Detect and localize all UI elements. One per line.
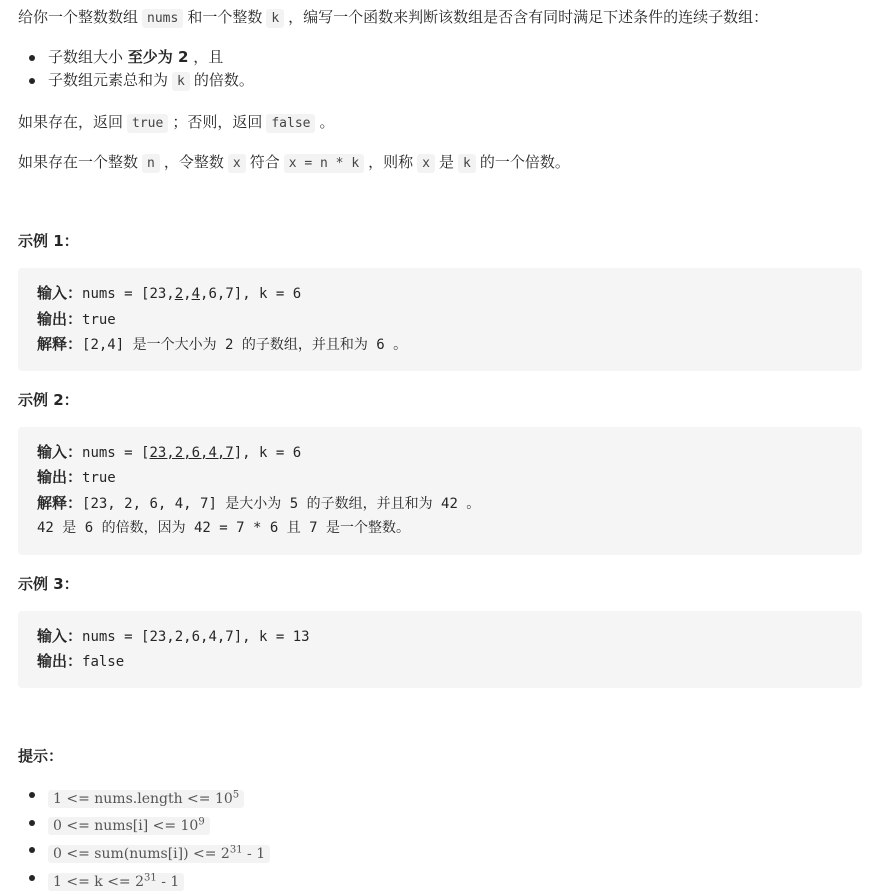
paragraph-text: 。	[319, 113, 335, 131]
return-paragraph	[18, 111, 335, 135]
explanation-label: 解释：	[37, 494, 83, 512]
paragraph-text: 如果存在一个整数	[18, 153, 139, 171]
example-1-heading: 示例 1：	[18, 232, 79, 250]
output-text: true	[82, 312, 116, 328]
paragraph-text: 符合	[249, 153, 280, 171]
paragraph-text: ，则称	[368, 153, 414, 171]
explanation-text: [23, 2, 6, 4, 7] 是大小为 5 的子数组，并且和为 42 。	[82, 496, 481, 512]
explanation-label: 解释：	[37, 335, 83, 353]
example-2-heading: 示例 2：	[18, 391, 79, 409]
list-item-text: 的倍数。	[193, 71, 254, 89]
input-label: 输入：	[37, 627, 83, 645]
constraint-text: 0 <= sum(nums[i]) <= 2	[53, 845, 230, 862]
constraint-exponent: 31	[144, 871, 157, 883]
example-input	[37, 440, 301, 465]
inline-code: n	[142, 154, 160, 173]
example-3-box	[18, 611, 862, 688]
input-text: ,	[183, 286, 192, 302]
paragraph-text: ；否则，返回	[172, 113, 263, 131]
example-input	[37, 281, 301, 306]
list-item-bold: 至少为 2	[127, 48, 189, 66]
inline-code: k	[266, 9, 284, 28]
constraint-code	[48, 790, 244, 808]
list-item	[48, 783, 270, 811]
explanation-text: [2,4] 是一个大小为 2 的子数组，并且和为 6 。	[82, 337, 408, 353]
input-text: nums = [23,	[82, 286, 175, 302]
constraint-text: - 1	[242, 845, 266, 862]
example-input	[37, 624, 310, 649]
paragraph-text: 如果存在，返回	[18, 113, 124, 131]
hints-heading: 提示：	[18, 747, 64, 765]
list-item-text: ，且	[188, 48, 224, 66]
inline-code: x	[228, 154, 246, 173]
example-explanation	[37, 332, 407, 357]
constraint-text: 1 <= k <= 2	[53, 873, 145, 890]
constraint-exponent: 9	[198, 816, 205, 828]
output-label: 输出：	[37, 652, 83, 670]
paragraph-text: 是	[439, 153, 455, 171]
paragraph-text: 的一个倍数。	[479, 153, 570, 171]
input-text: ], k = 6	[233, 445, 302, 461]
example-output	[37, 649, 124, 674]
inline-code: x = n * k	[284, 154, 364, 173]
list-item-text: 子数组大小	[48, 48, 128, 66]
multiple-definition-paragraph	[18, 151, 570, 175]
example-explanation	[37, 491, 480, 516]
input-highlight: 23,2,6,4,7	[149, 445, 234, 461]
example-output	[37, 465, 116, 490]
input-label: 输入：	[37, 284, 83, 302]
list-item	[48, 811, 270, 839]
inline-code: x	[417, 154, 435, 173]
example-1-box	[18, 268, 862, 371]
input-text: nums = [	[82, 445, 150, 461]
intro-text: 给你一个整数数组	[18, 8, 139, 26]
constraint-code	[48, 873, 184, 891]
constraint-text: - 1	[156, 873, 180, 890]
input-label: 输入：	[37, 443, 83, 461]
example-explanation-continued	[37, 516, 410, 540]
output-text: false	[82, 654, 125, 670]
intro-paragraph	[18, 6, 768, 30]
input-highlight: 2	[174, 286, 184, 302]
paragraph-text: ，令整数	[163, 153, 224, 171]
example-3-heading: 示例 3：	[18, 575, 79, 593]
list-item	[48, 46, 254, 69]
inline-code: false	[266, 114, 315, 133]
constraint-text: 1 <= nums.length <= 10	[53, 790, 233, 807]
explanation-text: 42 是 6 的倍数，因为 42 = 7 * 6 且 7 是一个整数。	[37, 520, 411, 536]
example-output	[37, 307, 116, 332]
constraint-text: 0 <= nums[i] <= 10	[53, 818, 199, 835]
inline-code: nums	[142, 9, 183, 28]
output-text: true	[82, 470, 116, 486]
inline-code: k	[172, 72, 190, 91]
list-item	[48, 838, 270, 866]
input-highlight: 4	[191, 286, 201, 302]
input-text: nums = [23,2,6,4,7], k = 13	[82, 629, 310, 645]
constraint-code	[48, 845, 270, 863]
intro-text: 和一个整数	[187, 8, 263, 26]
conditions-list	[48, 46, 254, 93]
output-label: 输出：	[37, 310, 83, 328]
list-item	[48, 69, 254, 93]
constraints-list	[48, 783, 270, 894]
constraint-exponent: 5	[232, 789, 240, 800]
list-item	[48, 866, 270, 894]
constraint-exponent: 31	[229, 844, 243, 856]
intro-text: ，编写一个函数来判断该数组是否含有同时满足下述条件的连续子数组：	[288, 8, 769, 26]
example-2-box	[18, 427, 862, 555]
constraint-code	[48, 817, 210, 835]
list-item-text: 子数组元素总和为	[48, 71, 169, 89]
inline-code: true	[127, 114, 168, 133]
inline-code: k	[458, 154, 476, 173]
input-text: ,6,7], k = 6	[200, 286, 302, 302]
output-label: 输出：	[37, 468, 83, 486]
